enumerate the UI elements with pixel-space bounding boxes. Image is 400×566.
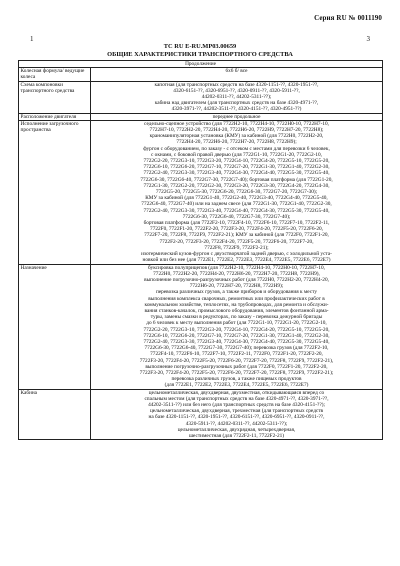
value-line: коммунальном хозяйстве, теплосетях, на трубопроводах, для ремонта и обслужи- <box>144 301 329 308</box>
value-line: 7722G6-30, 7722G6-40, 7722G7-30, 7722G7-40); бортовая платформа (для 7722G1-20, <box>140 176 333 183</box>
value-line: 7722G2-40, 7722G3-30, 7722G3-40, 7722G4-30, 7722G4-40, 7722G5-30, 7722G5-40, <box>143 170 330 177</box>
table-row <box>19 264 383 389</box>
row-value <box>91 389 383 440</box>
value-line: выполнение погрузочно-разгрузочных работ (для 7722Н0, 7722Н2-20, 7722Н4-20, <box>144 276 329 283</box>
row-value <box>91 81 383 113</box>
value-line: 7722G2-20, 7722G3-10, 7722G3-20, 7722G4-10, 7722G4-20, 7722G5-10, 7722G5-20, <box>143 326 330 333</box>
value-line: 7722G6-10, 7722G6-20, 7722G7-10, 7722G7-20, 7722G1-30, 7722G1-40, 7722G2-30, <box>143 164 330 171</box>
row-label: Назначение <box>19 264 91 389</box>
row-label: Кабина <box>19 389 91 440</box>
row-value <box>91 120 383 264</box>
value-line: (для 7722E1, 7722E2, 7722E3, 7722E4, 7722E5, 7722E6, 7722E7) <box>164 382 309 389</box>
page-number-right: 3 <box>366 35 370 43</box>
value-line: капотная (для транспортных средств на базе 4320-1151-??, 4320-1951-??, <box>154 81 319 88</box>
row-label: Исполнение загрузочного пространства <box>19 120 91 264</box>
value-line: 7722G2-40, 7722G3-30, 7722G3-40, 7722G4-30, 7722G4-40, 7722G5-30, 7722G5-40, <box>143 338 330 345</box>
row-value <box>91 68 383 81</box>
table-row <box>19 389 383 440</box>
value-line: цельнометаллическая, двухдверная, трехместная (для транспортных средств <box>149 408 324 415</box>
value-line: цельнометаллическая, двухдверная, двухместная, откидывающаяся вперед со <box>148 389 325 396</box>
value-line: перевозка различных грузов, а также приборов и оборудования к месту <box>155 289 318 296</box>
value-line: туры, замены смазки в редукторах, по заказу - перевозка дежурной бригады <box>150 314 323 321</box>
value-line: 44202-0311-??, 44202-5311-??); <box>201 94 272 101</box>
value-line: буксировка полуприцепов (для 7722Н2-10, 7722Н4-10, 7722Н0-10, 7722Н7-10, <box>148 264 325 271</box>
continuation-row <box>19 61 383 68</box>
row-label: Схема компоновки транспортного средства <box>19 81 91 113</box>
value-line: 7722F3-20, 7722F4-20, 7722F5-20, 7722F6-20, 7722F7-20, 7722F8, 7722F9, 7722F2-21), <box>139 357 334 364</box>
value-line: 7722G5-20, 7722G5-30, 7722G6-20, 7722G6-30, 7722G7-20, 7722G7-30); <box>155 189 318 196</box>
row-label: Колесная формула/ ведущие колеса <box>19 68 91 81</box>
value-line: 7722Н0, 7722Н2-20, 7722Н4-20, 7722Н6-20, 7722Н7-20, 7722Н8, 7722Н9), <box>153 270 320 277</box>
value-line: 7722F4-10, 7722F6-10, 7722F7-10, 7722F2-11, 7722F0, 7722F1-20, 7722F2-20, <box>150 351 323 358</box>
value-line: изотермический кузов-фургон с двухстворчатой задней дверью, с холодильной уста- <box>141 251 332 258</box>
value-line: вания станков-качалок, промыслового оборудования, элементов фонтанной арма- <box>144 307 329 314</box>
table-row <box>19 113 383 120</box>
value-line: краноманипуляторная установка (КМУ) за кабиной (для 7722Н0, 7722Н2-20, <box>149 133 324 140</box>
value-line: 7722F7-20, 7722F8, 7722F9, 7722F2-21); КМУ за кабиной (для 7722F0, 7722F1-20, <box>144 232 329 239</box>
value-line: 7722G6-30, 7722G6-40, 7722G7-30, 7722G7-40); <box>182 213 291 220</box>
series-number: Серия RU № 0011190 <box>314 14 382 22</box>
value-line: 7722F0, 7722F1-20, 7722F2-20, 7722F3-20, 7722F4-20, 7722F5-20, 7722F6-20, <box>150 226 323 233</box>
value-line: 7722F8, 7722F9, 7722F2-21); <box>204 244 269 251</box>
table-row <box>19 81 383 113</box>
value-line: 7722G6-30, 7722G6-40, 7722G7-30, 7722G7-40); перевозка грузов (для 7722F2-10, <box>144 345 329 352</box>
continuation-label: Продолжение <box>19 61 383 68</box>
value-line: 44202-3511-??) или без него (для транспортных средств на базе 4320-4151-??); <box>148 401 325 408</box>
value-line: 7722G6-10, 7722G6-20, 7722G7-10, 7722G7-20, 7722G1-30, 7722G1-40, 7722G2-30, <box>143 332 330 339</box>
value-line: седельно-сцепное устройство (для 7722Н2-10, 7722Н4-10, 7722Н0-10, 7722Н7-10, <box>144 120 329 127</box>
type-approval-number: TC RU E-RU.MP03.00659 <box>163 43 237 50</box>
table-row <box>19 120 383 264</box>
table-row <box>19 68 383 81</box>
value-line: цельнометаллическая, двухрядная, четырехдверная, <box>177 426 296 433</box>
value-line: 4320-5911-??, 44202-0311-??, 44202-5311-??); <box>185 420 288 427</box>
value-line: шестиместная (для 7722F2-11, 7722F2-21) <box>188 432 285 439</box>
value-line: 4320-3971-??, 44202-3511-??, 4320-4151-??, 4320-4951-??) <box>171 106 302 113</box>
value-line: 6x6 б/ все <box>225 68 248 75</box>
value-line: 7722G6-40, 7722G7-40) или на заднем свесе (для 7722G1-30, 7722G1-40, 7722G2-30, <box>141 201 332 208</box>
value-line: 7722F3-20, 7722F4-20, 7722F5-20, 7722F6-20, 7722F7-20, 7722F8, 7722F9, 7722F2-21); <box>139 369 334 376</box>
value-line: 7722G2-20, 7722G3-10, 7722G3-20, 7722G4-10, 7722G4-20, 7722G5-10, 7722G5-20, <box>143 158 330 165</box>
characteristics-table <box>18 60 383 440</box>
value-line: до 6 человек к месту выполнения работ (для 7722G1-10, 7722G1-20, 7722G2-10, <box>146 320 327 327</box>
characteristics-table-body <box>19 61 383 440</box>
document-title: ОБЩИЕ ХАРАКТЕРИСТИКИ ТРАНСПОРТНОГО СРЕДСТВА <box>107 51 293 58</box>
value-line: спальным местом (для транспортных средств на базе 4320-4971-??, 4320-3971-??, <box>144 395 329 402</box>
row-label: Расположение двигателя <box>19 113 91 120</box>
row-value <box>91 113 383 120</box>
value-line: фургон с оборудованием, по заказу - с отсеком с местами для перевозки 6 человек, <box>143 145 330 152</box>
value-line: перевозка различных грузов, а также пищевых продуктов <box>171 376 302 383</box>
value-line: 7722G2-40, 7722G3-30, 7722G3-40, 7722G4-40, 7722G4-30, 7722G5-30, 7722G5-40, <box>143 207 330 214</box>
value-line: 4320-6151-??, 4320-6951-??, 4320-0911-??, 4320-5911-??, <box>173 87 300 94</box>
value-line: кабина над двигателем (для транспортных средств на базе 4320-4971-??, <box>154 100 319 107</box>
value-line: с окнами, с боковой правой дверью (для 7722G1-10, 7722G1-20, 7722G2-10, <box>151 151 322 158</box>
value-line: выполнения комплекса сварочных, ремонтных или профилактических работ в <box>148 295 325 302</box>
value-line: 7722G1-30, 7722G2-20, 7722G2-30, 7722G3-20, 7722G3-30, 7722G4-20, 7722G4-30, <box>143 182 330 189</box>
row-value <box>91 264 383 389</box>
value-line: 7722Н4-20, 7722Н6-20, 7722Н7-20, 7722Н8, 7722Н9); <box>176 139 297 146</box>
page-number-left: 1 <box>30 35 34 43</box>
value-line: выполнение погрузочно-разгрузочных работ (для 7722F0, 7722F1-20, 7722F2-20, <box>145 363 328 370</box>
value-line: бортовая платформа (для 7722F2-10, 7722F4-10, 7722F6-10, 7722F7-10, 7722F2-11, <box>143 220 330 227</box>
value-line: 7722Н6-20, 7722Н7-20, 7722Н8, 7722Н9); <box>189 283 284 290</box>
value-line: переднее продольное <box>212 113 261 120</box>
value-line: новкой или без нее (для 7722E1, 7722E2, 7722E3, 7722E4, 7722E5, 7722E6, 7722E7) <box>142 257 331 264</box>
value-line: КМУ за кабиной (для 7722G1-40, 7722G2-40, 7722G3-40, 7722G4-40, 7722G5-40, <box>145 195 328 202</box>
value-line: 7722F2-20, 7722F3-20, 7722F4-20, 7722F5-20, 7722F6-20, 7722F7-20, <box>159 238 314 245</box>
value-line: 7722Н7-10, 7722Н2-20, 7722Н4-20, 7722Н6-20, 7722Н9, 7722Н7-20, 7722Н8); <box>149 127 324 134</box>
value-line: на базе 4320-1151-??, 4320-1951-??, 4320-6151-??, 4320-6951-??, 4320-0911-??, <box>148 414 325 421</box>
